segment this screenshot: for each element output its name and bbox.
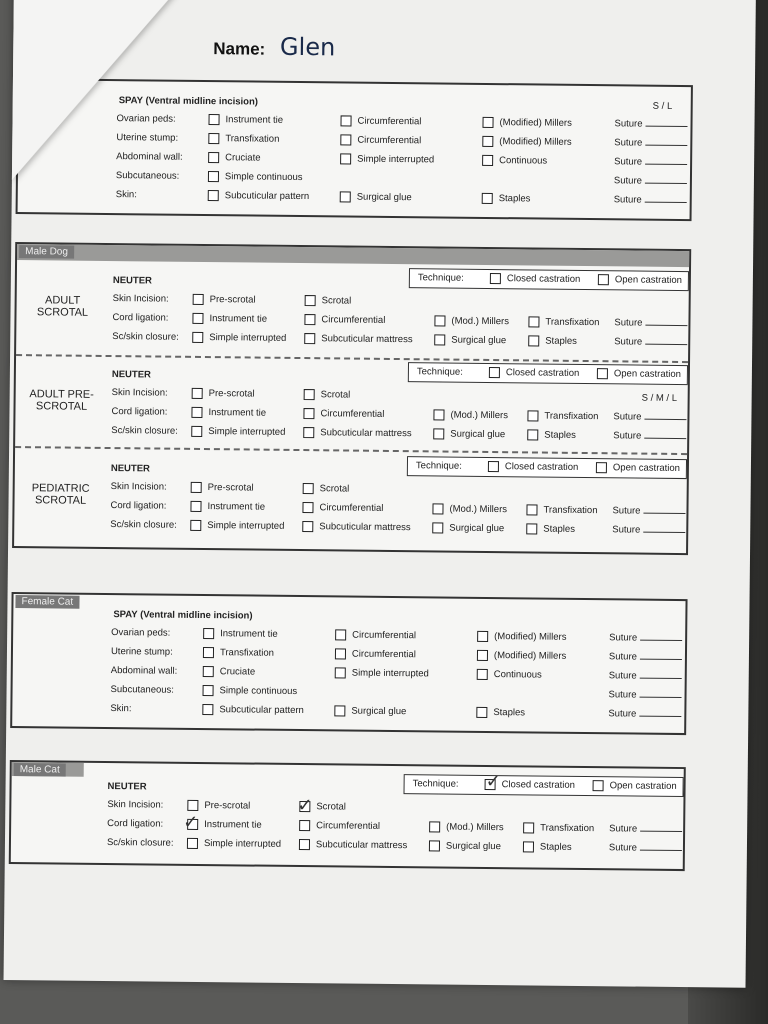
suture-label: Suture xyxy=(608,842,638,854)
adult-scrotal-staples-label: Staples xyxy=(545,335,577,347)
female-cat-col2-2-checkbox[interactable] xyxy=(335,667,346,678)
pediatric-scrotal-subcuticular-mattress-checkbox[interactable] xyxy=(302,521,313,532)
suture-underline[interactable] xyxy=(645,183,687,184)
adult-scrotal-open-castration-label: Open castration xyxy=(614,274,683,287)
adult-scrotal-technique-box xyxy=(409,268,689,291)
adult-prescrotal-surgical-glue-checkbox[interactable] xyxy=(433,428,444,439)
male-cat-open-castration-label: Open castration xyxy=(609,780,677,792)
adult-prescrotal-closed-castration-checkbox[interactable] xyxy=(489,367,500,378)
adult-scrotal-mod-millers-label: (Mod.) Millers xyxy=(451,315,510,328)
female-dog-staples-label: Staples xyxy=(498,193,531,205)
female-dog-col2-2-checkbox[interactable] xyxy=(340,153,351,164)
adult-scrotal-simple-interrupted-label: Simple interrupted xyxy=(209,332,287,344)
adult-scrotal-pre-scrotal-label: Pre-scrotal xyxy=(209,294,256,306)
suture-underline[interactable] xyxy=(640,659,682,660)
adult-prescrotal-staples-checkbox[interactable] xyxy=(527,429,538,440)
pediatric-scrotal-pre-scrotal-label: Pre-scrotal xyxy=(207,482,254,494)
adult-scrotal-circumferential-checkbox[interactable] xyxy=(304,314,315,325)
male-cat-open-castration-checkbox[interactable] xyxy=(593,780,604,791)
suture-label: Suture xyxy=(613,194,642,206)
suture-underline[interactable] xyxy=(645,202,687,203)
suture-underline[interactable] xyxy=(645,344,687,345)
adult-scrotal-row-sc-skin-closure: Sc/skin closure: xyxy=(112,331,179,343)
pediatric-scrotal-closed-castration-label: Closed castration xyxy=(504,461,579,473)
male-cat-scrotal-label: Scrotal xyxy=(316,801,346,813)
pediatric-scrotal-surgical-glue-label: Surgical glue xyxy=(449,522,505,535)
pediatric-scrotal-open-castration-checkbox[interactable] xyxy=(596,462,607,473)
male-cat-tab: Male Cat xyxy=(14,763,66,777)
male-cat-instrument-tie-label: Instrument tie xyxy=(204,819,262,831)
adult-prescrotal-neuter-title: NEUTER xyxy=(111,369,151,381)
adult-prescrotal-open-castration-checkbox[interactable] xyxy=(597,368,608,379)
adult-prescrotal-closed-castration-label: Closed castration xyxy=(505,367,580,379)
suture-field-1[interactable] xyxy=(614,137,687,149)
suture-label: Suture xyxy=(614,317,643,329)
male-cat-closed-castration-label: Closed castration xyxy=(501,779,576,791)
suture-underline[interactable] xyxy=(645,126,687,127)
suture-field-3[interactable] xyxy=(614,175,687,187)
female-dog-col3-2-checkbox[interactable] xyxy=(482,155,493,166)
male-cat-staples-label: Staples xyxy=(539,841,572,853)
pediatric-scrotal-staples-checkbox[interactable] xyxy=(526,523,537,534)
section-divider xyxy=(16,354,688,363)
pediatric-scrotal-staples-label: Staples xyxy=(543,523,576,535)
adult-scrotal-staples-checkbox[interactable] xyxy=(528,335,539,346)
suture-field-adult-prescrotal-b[interactable] xyxy=(613,430,686,442)
male-cat-circumferential-label: Circumferential xyxy=(316,820,381,832)
male-cat-row-skin-incision: Skin Incision: xyxy=(107,799,164,811)
suture-label: Suture xyxy=(614,336,643,348)
female-cat-col2-0-label: Circumferential xyxy=(352,629,417,642)
adult-prescrotal-circumferential-label: Circumferential xyxy=(320,408,385,420)
male-cat-surgical-glue-checkbox[interactable] xyxy=(429,840,440,851)
adult-prescrotal-mod-millers-label: (Mod.) Millers xyxy=(450,409,509,422)
suture-label: Suture xyxy=(608,651,638,663)
female-dog-col3-0-label: (Modified) Millers xyxy=(499,117,572,129)
suture-underline[interactable] xyxy=(643,513,685,514)
suture-underline[interactable] xyxy=(639,716,681,717)
male-cat-subcuticular-mattress-checkbox[interactable] xyxy=(299,839,310,850)
male-dog-section xyxy=(12,242,691,555)
female-dog-cruciate-2-checkbox[interactable] xyxy=(208,152,219,163)
female-cat-subcuticular-pattern-4-label: Subcuticular pattern xyxy=(219,704,304,717)
adult-prescrotal-category-label: ADULT PRE-SCROTAL xyxy=(29,388,94,413)
female-dog-row-skin: Skin: xyxy=(115,189,137,201)
adult-scrotal-mod-millers-checkbox[interactable] xyxy=(434,315,445,326)
adult-scrotal-surgical-glue-checkbox[interactable] xyxy=(434,334,445,345)
female-cat-surgical-glue-label: Surgical glue xyxy=(351,705,407,718)
pediatric-scrotal-instrument-tie-label: Instrument tie xyxy=(207,501,266,513)
female-cat-col3-0-checkbox[interactable] xyxy=(477,631,488,642)
female-dog-col2-0-label: Circumferential xyxy=(357,115,422,128)
adult-prescrotal-staples-label: Staples xyxy=(544,429,577,441)
female-cat-col3-2-checkbox[interactable] xyxy=(477,669,488,680)
female-cat-col3-1-label: (Modified) Millers xyxy=(493,650,567,662)
suture-label: Suture xyxy=(614,118,643,130)
adult-prescrotal-pre-scrotal-checkbox[interactable] xyxy=(192,388,203,399)
female-cat-surgical-glue-checkbox[interactable] xyxy=(334,705,345,716)
female-cat-col2-2-label: Simple interrupted xyxy=(351,667,429,680)
suture-label: Suture xyxy=(614,137,643,149)
adult-scrotal-open-castration-checkbox[interactable] xyxy=(598,274,609,285)
suture-label: Suture xyxy=(608,689,637,701)
female-cat-row-uterine-stump: Uterine stump: xyxy=(110,646,173,658)
adult-scrotal-simple-interrupted-checkbox[interactable] xyxy=(192,332,203,343)
suture-field-0[interactable] xyxy=(614,118,687,130)
female-cat-row-subcutaneous: Subcutaneous: xyxy=(110,684,175,696)
pediatric-scrotal-row-sc-skin-closure: Sc/skin closure: xyxy=(110,519,177,531)
suture-label: Suture xyxy=(614,156,643,168)
adult-scrotal-scrotal-label: Scrotal xyxy=(321,295,352,307)
suture-label: Suture xyxy=(613,175,642,187)
adult-scrotal-closed-castration-checkbox[interactable] xyxy=(490,273,501,284)
adult-prescrotal-transfixation-label: Transfixation xyxy=(544,410,599,423)
checkmark-instrument-tie: ✓ xyxy=(183,811,199,833)
female-dog-row-uterine-stump: Uterine stump: xyxy=(116,132,179,144)
female-dog-col3-2-label: Continuous xyxy=(499,155,548,167)
suture-underline[interactable] xyxy=(645,164,687,165)
name-label: Name: xyxy=(213,39,266,59)
suture-label: Suture xyxy=(609,632,638,644)
female-dog-cruciate-2-label: Cruciate xyxy=(225,152,261,164)
female-dog-row-abdominal-wall: Abdominal wall: xyxy=(116,151,183,163)
suture-field-pediatric-scrotal-a[interactable] xyxy=(612,505,685,517)
adult-scrotal-pre-scrotal-checkbox[interactable] xyxy=(193,294,204,305)
male-cat-pre-scrotal-label: Pre-scrotal xyxy=(204,800,251,812)
suture-field-adult-scrotal-a[interactable] xyxy=(614,317,687,329)
suture-field-4[interactable] xyxy=(608,708,681,720)
female-cat-instrument-tie-0-checkbox[interactable] xyxy=(203,628,214,639)
male-cat-section xyxy=(9,760,686,871)
male-cat-subcuticular-mattress-label: Subcuticular mattress xyxy=(315,839,408,852)
female-dog-subcuticular-pattern-4-checkbox[interactable] xyxy=(208,190,219,201)
adult-prescrotal-surgical-glue-label: Surgical glue xyxy=(450,428,506,441)
female-cat-col2-0-checkbox[interactable] xyxy=(335,629,346,640)
adult-scrotal-transfixation-label: Transfixation xyxy=(545,316,600,329)
suture-label: Suture xyxy=(609,823,638,835)
female-cat-row-skin: Skin: xyxy=(110,703,132,715)
suture-underline[interactable] xyxy=(643,532,685,533)
adult-prescrotal-simple-interrupted-label: Simple interrupted xyxy=(208,426,286,438)
female-dog-row-ovarian-peds: Ovarian peds: xyxy=(116,113,176,125)
pediatric-scrotal-neuter-title: NEUTER xyxy=(110,463,151,475)
suture-label: Suture xyxy=(612,524,641,536)
checkmark-closed-castration: ✓ xyxy=(485,770,501,793)
adult-scrotal-instrument-tie-label: Instrument tie xyxy=(209,313,268,325)
adult-scrotal-scrotal-checkbox[interactable] xyxy=(305,295,316,306)
female-dog-size-options: S / L xyxy=(652,100,673,112)
adult-prescrotal-instrument-tie-label: Instrument tie xyxy=(208,407,267,419)
adult-prescrotal-simple-interrupted-checkbox[interactable] xyxy=(191,426,202,437)
adult-prescrotal-row-cord-ligation: Cord ligation: xyxy=(111,406,168,418)
adult-prescrotal-circumferential-checkbox[interactable] xyxy=(303,408,314,419)
pediatric-scrotal-circumferential-checkbox[interactable] xyxy=(302,502,313,513)
folded-page-corner xyxy=(12,0,184,182)
suture-field-adult-scrotal-b[interactable] xyxy=(614,336,687,348)
suture-field-male-cat-b[interactable] xyxy=(609,842,682,854)
female-dog-col2-2-label: Simple interrupted xyxy=(357,153,435,166)
adult-scrotal-subcuticular-mattress-label: Subcuticular mattress xyxy=(321,333,413,346)
suture-underline[interactable] xyxy=(644,438,686,439)
suture-field-pediatric-scrotal-b[interactable] xyxy=(612,524,685,536)
pediatric-scrotal-circumferential-label: Circumferential xyxy=(319,502,384,514)
adult-scrotal-subcuticular-mattress-checkbox[interactable] xyxy=(304,333,315,344)
female-dog-simple-continuous-3-label: Simple continuous xyxy=(224,171,303,184)
adult-scrotal-surgical-glue-label: Surgical glue xyxy=(451,334,507,347)
suture-underline[interactable] xyxy=(640,640,682,641)
suture-field-adult-prescrotal-a[interactable] xyxy=(613,411,686,423)
pediatric-scrotal-technique-box xyxy=(407,456,687,479)
suture-label: Suture xyxy=(612,505,641,517)
male-cat-technique-box xyxy=(403,774,683,797)
adult-scrotal-circumferential-label: Circumferential xyxy=(321,314,386,326)
adult-scrotal-neuter-title: NEUTER xyxy=(112,275,152,287)
suture-field-3[interactable] xyxy=(608,689,681,701)
name-value[interactable]: Glen xyxy=(279,32,336,62)
adult-prescrotal-row-sc-skin-closure: Sc/skin closure: xyxy=(111,425,178,437)
female-dog-col3-1-checkbox[interactable] xyxy=(482,136,493,147)
pediatric-scrotal-surgical-glue-checkbox[interactable] xyxy=(432,522,443,533)
female-cat-section xyxy=(10,592,687,735)
female-dog-surgical-glue-label: Surgical glue xyxy=(356,191,412,204)
pediatric-scrotal-simple-interrupted-label: Simple interrupted xyxy=(207,520,285,532)
male-dog-header xyxy=(17,244,689,267)
female-dog-staples-checkbox[interactable] xyxy=(482,193,493,204)
pediatric-scrotal-mod-millers-label: (Mod.) Millers xyxy=(449,503,508,516)
female-cat-spay-title: SPAY (Ventral midline incision) xyxy=(113,609,253,622)
pediatric-scrotal-category-label: PEDIATRIC SCROTAL xyxy=(31,482,90,507)
pediatric-scrotal-pre-scrotal-checkbox[interactable] xyxy=(191,482,202,493)
female-cat-simple-continuous-3-checkbox[interactable] xyxy=(203,685,214,696)
adult-prescrotal-technique-label: Technique: xyxy=(416,366,463,378)
female-cat-transfixation-1-label: Transfixation xyxy=(219,647,275,659)
female-dog-transfixation-1-checkbox[interactable] xyxy=(208,133,219,144)
female-cat-col3-1-checkbox[interactable] xyxy=(477,650,488,661)
female-dog-transfixation-1-label: Transfixation xyxy=(225,133,280,145)
adult-scrotal-closed-castration-label: Closed castration xyxy=(506,273,581,285)
female-dog-surgical-glue-checkbox[interactable] xyxy=(340,191,351,202)
adult-prescrotal-scrotal-label: Scrotal xyxy=(320,389,351,401)
adult-prescrotal-size-options: S / M / L xyxy=(641,392,678,404)
male-cat-mod-millers-label: (Mod.) Millers xyxy=(446,821,504,834)
pediatric-scrotal-scrotal-checkbox[interactable] xyxy=(303,483,314,494)
female-cat-instrument-tie-0-label: Instrument tie xyxy=(220,628,278,640)
suture-underline[interactable] xyxy=(645,325,687,326)
suture-underline[interactable] xyxy=(644,419,686,420)
pediatric-scrotal-scrotal-label: Scrotal xyxy=(319,483,350,495)
pediatric-scrotal-row-cord-ligation: Cord ligation: xyxy=(110,500,167,512)
male-cat-staples-checkbox[interactable] xyxy=(523,841,534,852)
female-cat-row-abdominal-wall: Abdominal wall: xyxy=(110,665,178,677)
male-cat-simple-interrupted-label: Simple interrupted xyxy=(203,838,282,850)
male-cat-transfixation-label: Transfixation xyxy=(540,822,595,835)
suture-label: Suture xyxy=(613,430,642,442)
female-cat-subcuticular-pattern-4-checkbox[interactable] xyxy=(202,704,213,715)
adult-prescrotal-row-skin-incision: Skin Incision: xyxy=(111,387,168,399)
suture-field-2[interactable] xyxy=(614,156,687,168)
female-dog-subcuticular-pattern-4-label: Subcuticular pattern xyxy=(224,190,310,203)
female-dog-instrument-tie-0-checkbox[interactable] xyxy=(208,114,219,125)
female-cat-cruciate-2-checkbox[interactable] xyxy=(203,666,214,677)
suture-field-2[interactable] xyxy=(609,670,682,682)
pediatric-scrotal-subcuticular-mattress-label: Subcuticular mattress xyxy=(319,521,411,534)
male-cat-circumferential-checkbox[interactable] xyxy=(299,820,310,831)
adult-prescrotal-pre-scrotal-label: Pre-scrotal xyxy=(208,388,255,400)
checkmark-scrotal: ✓ xyxy=(297,795,313,817)
name-row xyxy=(213,32,335,61)
pediatric-scrotal-mod-millers-checkbox[interactable] xyxy=(432,503,443,514)
adult-prescrotal-mod-millers-checkbox[interactable] xyxy=(433,409,444,420)
adult-prescrotal-scrotal-checkbox[interactable] xyxy=(304,389,315,400)
adult-prescrotal-subcuticular-mattress-checkbox[interactable] xyxy=(303,427,314,438)
female-cat-tab: Female Cat xyxy=(15,595,79,609)
adult-scrotal-instrument-tie-checkbox[interactable] xyxy=(192,313,203,324)
adult-prescrotal-transfixation-checkbox[interactable] xyxy=(527,410,538,421)
adult-prescrotal-subcuticular-mattress-label: Subcuticular mattress xyxy=(320,427,412,440)
female-dog-simple-continuous-3-checkbox[interactable] xyxy=(208,171,219,182)
female-cat-col2-1-checkbox[interactable] xyxy=(335,648,346,659)
suture-field-1[interactable] xyxy=(609,651,682,663)
female-dog-col2-1-checkbox[interactable] xyxy=(340,134,351,145)
pediatric-scrotal-open-castration-label: Open castration xyxy=(612,462,681,475)
male-cat-row-sc-skin-closure: Sc/skin closure: xyxy=(106,837,174,849)
adult-scrotal-category-label: ADULT SCROTAL xyxy=(36,294,89,319)
male-cat-surgical-glue-label: Surgical glue xyxy=(445,840,501,853)
suture-label: Suture xyxy=(613,411,642,423)
pediatric-scrotal-transfixation-label: Transfixation xyxy=(543,504,598,517)
female-dog-col2-0-checkbox[interactable] xyxy=(340,115,351,126)
male-cat-technique-label: Technique: xyxy=(412,778,459,790)
suture-underline[interactable] xyxy=(640,831,682,832)
pediatric-scrotal-technique-label: Technique: xyxy=(415,460,462,472)
female-cat-cruciate-2-label: Cruciate xyxy=(219,666,256,678)
male-cat-transfixation-checkbox[interactable] xyxy=(523,822,534,833)
pediatric-scrotal-instrument-tie-checkbox[interactable] xyxy=(190,501,201,512)
suture-underline[interactable] xyxy=(640,678,682,679)
adult-prescrotal-open-castration-label: Open castration xyxy=(613,368,682,381)
female-cat-staples-label: Staples xyxy=(493,707,526,719)
male-cat-mod-millers-checkbox[interactable] xyxy=(429,821,440,832)
suture-field-0[interactable] xyxy=(609,632,682,644)
adult-prescrotal-instrument-tie-checkbox[interactable] xyxy=(191,407,202,418)
female-dog-tab: ale Dog xyxy=(21,81,68,94)
female-cat-row-ovarian-peds: Ovarian peds: xyxy=(111,627,171,639)
pediatric-scrotal-closed-castration-checkbox[interactable] xyxy=(488,461,499,472)
suture-field-male-cat-a[interactable] xyxy=(609,823,682,835)
female-dog-instrument-tie-0-label: Instrument tie xyxy=(225,114,284,126)
male-cat-pre-scrotal-checkbox[interactable] xyxy=(187,800,198,811)
female-cat-staples-checkbox[interactable] xyxy=(476,707,487,718)
adult-prescrotal-technique-box xyxy=(408,362,688,385)
pediatric-scrotal-simple-interrupted-checkbox[interactable] xyxy=(190,520,201,531)
adult-scrotal-row-skin-incision: Skin Incision: xyxy=(112,293,169,305)
suture-underline[interactable] xyxy=(645,145,687,146)
female-cat-simple-continuous-3-label: Simple continuous xyxy=(219,685,298,698)
suture-field-4[interactable] xyxy=(614,194,687,206)
suture-label: Suture xyxy=(608,670,637,682)
pediatric-scrotal-row-skin-incision: Skin Incision: xyxy=(110,481,167,493)
adult-scrotal-row-cord-ligation: Cord ligation: xyxy=(112,312,169,324)
male-cat-neuter-title: NEUTER xyxy=(107,781,147,793)
male-cat-simple-interrupted-checkbox[interactable] xyxy=(187,838,198,849)
adult-scrotal-technique-label: Technique: xyxy=(417,272,464,284)
section-divider xyxy=(15,446,687,455)
suture-label: Suture xyxy=(608,708,637,720)
adult-scrotal-transfixation-checkbox[interactable] xyxy=(528,316,539,327)
female-dog-spay-title: SPAY (Ventral midline incision) xyxy=(118,95,258,108)
female-cat-col2-1-label: Circumferential xyxy=(351,648,416,661)
female-cat-transfixation-1-checkbox[interactable] xyxy=(203,647,214,658)
male-dog-tab: Male Dog xyxy=(19,245,74,259)
surgery-form-page xyxy=(4,0,756,988)
pediatric-scrotal-transfixation-checkbox[interactable] xyxy=(526,504,537,515)
female-dog-col3-1-label: (Modified) Millers xyxy=(499,136,572,148)
female-cat-col3-0-label: (Modified) Millers xyxy=(494,631,567,643)
suture-underline[interactable] xyxy=(640,697,682,698)
male-cat-row-cord-ligation: Cord ligation: xyxy=(107,818,164,830)
female-cat-col3-2-label: Continuous xyxy=(493,669,542,681)
female-dog-col2-1-label: Circumferential xyxy=(357,134,422,147)
female-dog-row-subcutaneous: Subcutaneous: xyxy=(115,170,180,182)
suture-underline[interactable] xyxy=(640,850,682,851)
female-dog-col3-0-checkbox[interactable] xyxy=(482,117,493,128)
